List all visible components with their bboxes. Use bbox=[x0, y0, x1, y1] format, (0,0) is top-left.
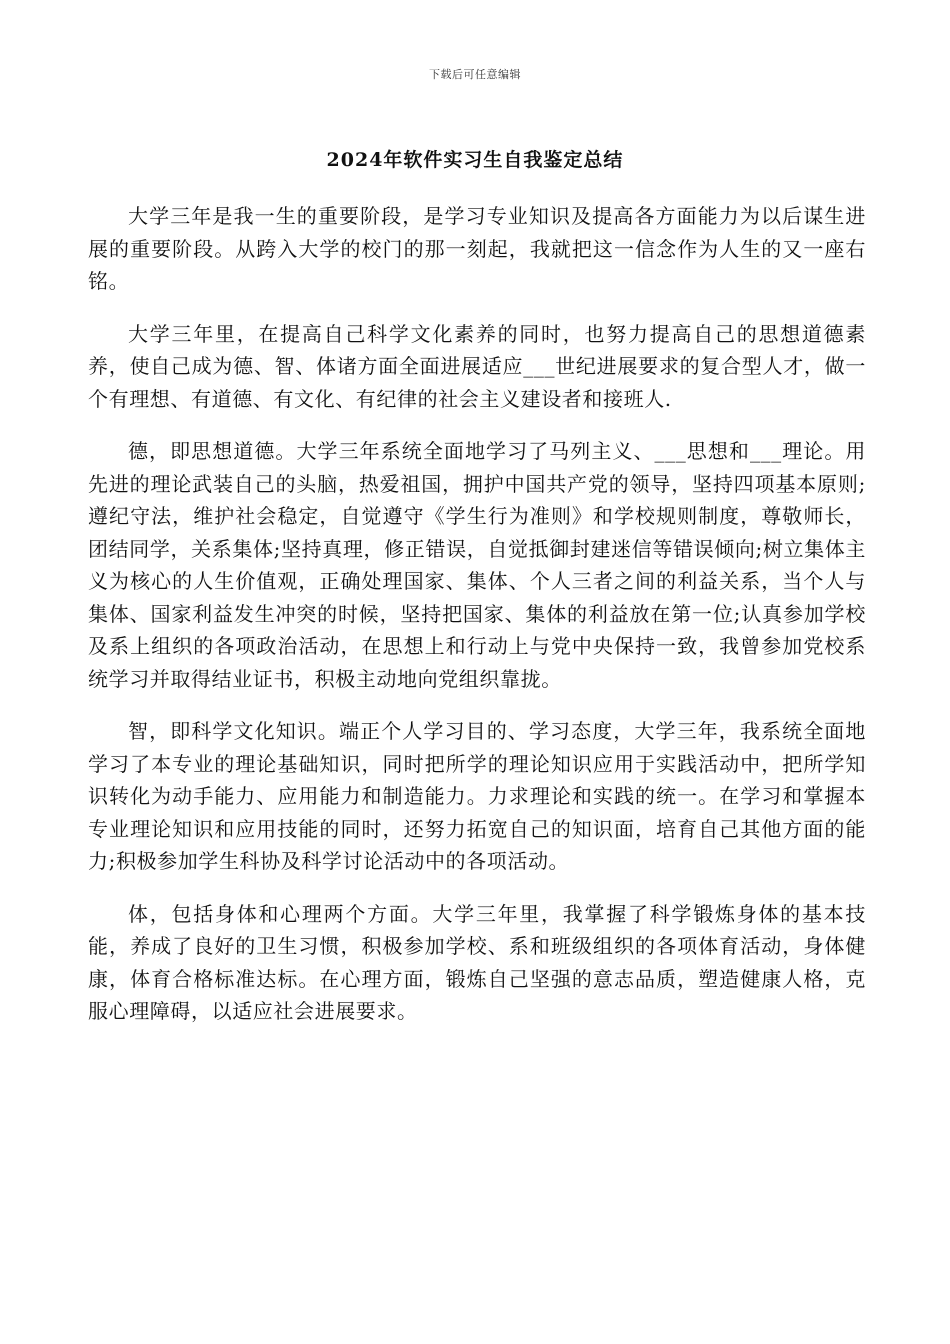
header-note: 下载后可任意编辑 bbox=[429, 68, 521, 81]
document-title: 2024年软件实习生自我鉴定总结 bbox=[326, 149, 624, 171]
paragraph-intellect: 智，即科学文化知识。端正个人学习目的、学习态度，大学三年，我系统全面地学习了本专业的理论基础知识，同时把所学的理论知识应用于实践活动中，把所学知识转化为动手能力、应用能力和制造能力。力求理论和实践的统一。在学习和掌握本专业理论知识和应用技能的同时，还努力拓宽自己的知识面，培育自己其他方面的能力;积极参加学生科协及科学讨论活动中的各项活动。 bbox=[88, 719, 866, 873]
paragraph-overview: 大学三年里，在提高自己科学文化素养的同时，也努力提高自己的思想道德素养，使自己成为德、智、体诸方面全面进展适应___世纪进展要求的复合型人才，做一个有理想、有道德、有文化、有纪律的社会主义建设者和接班人. bbox=[88, 321, 866, 411]
paragraph-morality: 德，即思想道德。大学三年系统全面地学习了马列主义、___思想和___理论。用先进的理论武装自己的头脑，热爱祖国，拥护中国共产党的领导，坚持四项基本原则;遵纪守法，维护社会稳定，自觉遵守《学生行为准则》和学校规则制度，尊敬师长，团结同学，关系集体;坚持真理，修正错误，自觉抵御封建迷信等错误倾向;树立集体主义为核心的人生价值观，正确处理国家、集体、个人三者之间的利益关系，当个人与集体、国家利益发生冲突的时候，坚持把国家、集体的利益放在第一位;认真参加学校及系上组织的各项政治活动，在思想上和行动上与党中央保持一致，我曾参加党校系统学习并取得结业证书，积极主动地向党组织靠拢。 bbox=[88, 439, 866, 691]
paragraph-physical: 体，包括身体和心理两个方面。大学三年里，我掌握了科学锻炼身体的基本技能，养成了良好的卫生习惯，积极参加学校、系和班级组织的各项体育活动，身体健康，体育合格标准达标。在心理方面，锻炼自己坚强的意志品质，塑造健康人格，克服心理障碍，以适应社会进展要求。 bbox=[88, 901, 866, 1023]
paragraph-intro: 大学三年是我一生的重要阶段，是学习专业知识及提高各方面能力为以后谋生进展的重要阶段。从跨入大学的校门的那一刻起，我就把这一信念作为人生的又一座右铭。 bbox=[88, 204, 866, 293]
document-body bbox=[88, 200, 866, 1048]
